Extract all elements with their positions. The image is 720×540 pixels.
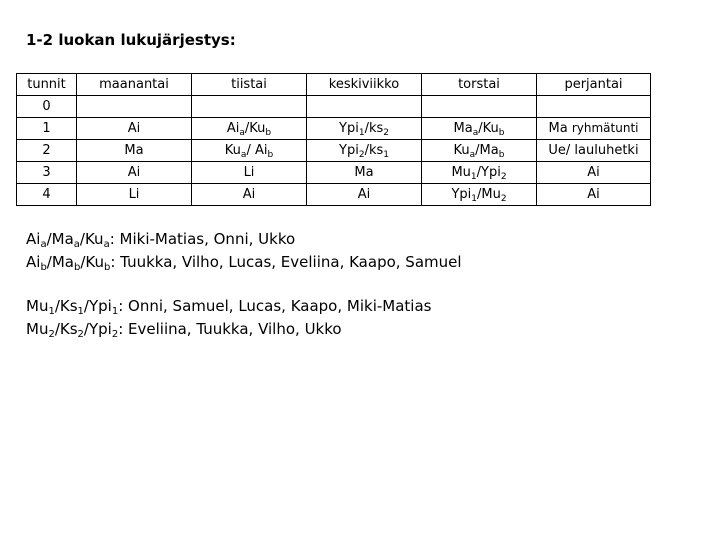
text-segment: 2	[42, 143, 51, 158]
header-cell: torstai	[422, 74, 537, 96]
subscript: b	[73, 262, 81, 273]
lesson-cell	[192, 118, 307, 140]
header-cell: tiistai	[192, 74, 307, 96]
lesson-cell	[192, 140, 307, 162]
text-segment: : Tuukka, Vilho, Lucas, Eveliina, Kaapo, Samuel	[110, 253, 462, 271]
lesson-cell	[307, 184, 422, 206]
subscript: b	[267, 150, 274, 160]
subscript: b	[104, 262, 111, 273]
lesson-cell	[77, 118, 192, 140]
subscript: a	[239, 128, 245, 138]
subscript: 2	[500, 194, 507, 204]
lesson-cell	[422, 184, 537, 206]
text-segment: Li	[243, 165, 255, 180]
text-segment: Ai	[226, 121, 240, 136]
lesson-cell	[307, 96, 422, 118]
subscript: 2	[77, 329, 84, 340]
text-segment: Ku	[224, 143, 241, 158]
text-segment: /Ks	[54, 297, 78, 315]
text-segment: Ai	[127, 165, 141, 180]
table-header-row	[17, 74, 651, 96]
text-segment: : Miki-Matias, Onni, Ukko	[109, 230, 296, 248]
text-segment: Ma	[453, 121, 473, 136]
subscript: 2	[383, 128, 389, 138]
subscript: a	[103, 239, 110, 250]
group-list	[26, 228, 462, 341]
lesson-cell	[77, 162, 192, 184]
header-cell: maanantai	[77, 74, 192, 96]
text-segment: Ue/ lauluhetki	[548, 143, 639, 158]
text-segment: /Ma	[46, 230, 74, 248]
subscript: 1	[48, 306, 55, 317]
text-segment: /ks	[364, 143, 384, 158]
subscript: 1	[383, 150, 389, 160]
text-segment: Mu	[26, 297, 49, 315]
text-segment: /Ma	[475, 143, 499, 158]
subscript: b	[265, 128, 272, 138]
subscript: 2	[500, 172, 507, 182]
lesson-cell	[307, 162, 422, 184]
text-segment: /Ks	[54, 320, 78, 338]
subscript: 1	[470, 172, 477, 182]
group-line	[26, 251, 462, 274]
text-segment: /Mu	[476, 187, 501, 202]
table-row	[17, 118, 651, 140]
lesson-cell	[307, 140, 422, 162]
table-row	[17, 184, 651, 206]
page-title: 1-2 luokan lukujärjestys:	[26, 31, 236, 49]
text-segment: Ai	[587, 165, 600, 180]
header-cell: perjantai	[537, 74, 651, 96]
lesson-cell	[192, 184, 307, 206]
subscript: b	[40, 262, 47, 273]
subscript: a	[472, 128, 479, 138]
text-segment: Ai	[242, 187, 256, 202]
table-row	[17, 96, 651, 118]
text-segment: /Ypi	[83, 297, 112, 315]
header-cell: keskiviikko	[307, 74, 422, 96]
hour-cell	[17, 118, 77, 140]
text-segment: /ks	[364, 121, 384, 136]
text-segment: /Ku	[80, 253, 104, 271]
lesson-cell	[307, 118, 422, 140]
header-cell: tunnit	[17, 74, 77, 96]
text-segment: /Ku	[79, 230, 104, 248]
text-segment: /Ku	[478, 121, 499, 136]
lesson-cell	[422, 96, 537, 118]
text-segment: Ai	[127, 121, 141, 136]
text-segment: 3	[42, 165, 51, 180]
hour-cell	[17, 162, 77, 184]
text-segment: Ypi	[339, 143, 359, 158]
lesson-cell	[537, 162, 651, 184]
subscript: 1	[111, 306, 119, 317]
text-segment: /Ku	[244, 121, 266, 136]
text-segment: Li	[128, 187, 140, 202]
lesson-cell	[77, 96, 192, 118]
lesson-cell	[77, 184, 192, 206]
hour-cell	[17, 96, 77, 118]
subscript: a	[40, 239, 47, 250]
text-segment: Ma	[354, 165, 374, 180]
subscript: 1	[471, 194, 477, 204]
lesson-cell	[537, 118, 651, 140]
text-segment: Mu	[451, 165, 471, 180]
group-line	[26, 318, 462, 341]
table-row	[17, 140, 651, 162]
group-line	[26, 295, 462, 318]
text-segment: : Onni, Samuel, Lucas, Kaapo, Miki-Matias	[118, 297, 432, 315]
lesson-cell	[192, 162, 307, 184]
text-segment: 4	[42, 187, 51, 202]
hour-cell	[17, 184, 77, 206]
subscript: a	[240, 150, 247, 160]
text-segment: Ai	[26, 230, 41, 248]
lesson-cell	[422, 140, 537, 162]
table-row	[17, 162, 651, 184]
schedule-table	[16, 73, 651, 206]
lesson-cell	[77, 140, 192, 162]
subscript: 2	[48, 329, 55, 340]
lesson-cell	[422, 118, 537, 140]
text-segment: / Ai	[246, 143, 268, 158]
hour-cell	[17, 140, 77, 162]
text-segment: /Ypi	[476, 165, 501, 180]
lesson-cell	[537, 184, 651, 206]
lesson-cell	[192, 96, 307, 118]
text-segment: Ma	[124, 143, 144, 158]
subscript: 2	[358, 150, 365, 160]
subscript: 2	[111, 329, 119, 340]
text-segment: : Eveliina, Tuukka, Vilho, Ukko	[118, 320, 342, 338]
text-segment: /Ma	[46, 253, 74, 271]
group-line	[26, 228, 462, 251]
subscript: a	[73, 239, 80, 250]
subscript: b	[498, 150, 505, 160]
lesson-cell	[537, 96, 651, 118]
text-segment: 0	[42, 99, 51, 114]
text-segment: Ku	[453, 143, 470, 158]
subscript: b	[498, 128, 505, 138]
subscript: 1	[77, 306, 84, 317]
text-segment: 1	[42, 121, 51, 136]
text-segment: Ypi	[451, 187, 472, 202]
text-segment: Ypi	[339, 121, 359, 136]
text-segment: ryhmätunti	[571, 121, 639, 135]
spacer	[26, 274, 462, 295]
lesson-cell	[537, 140, 651, 162]
text-segment: Ai	[26, 253, 41, 271]
lesson-cell	[422, 162, 537, 184]
text-segment: Ai	[587, 187, 600, 202]
schedule-body	[17, 96, 651, 206]
subscript: 1	[358, 128, 365, 138]
text-segment: /Ypi	[83, 320, 112, 338]
subscript: a	[469, 150, 476, 160]
text-segment: Ai	[357, 187, 371, 202]
text-segment: Ma	[548, 121, 572, 136]
text-segment: Mu	[26, 320, 49, 338]
